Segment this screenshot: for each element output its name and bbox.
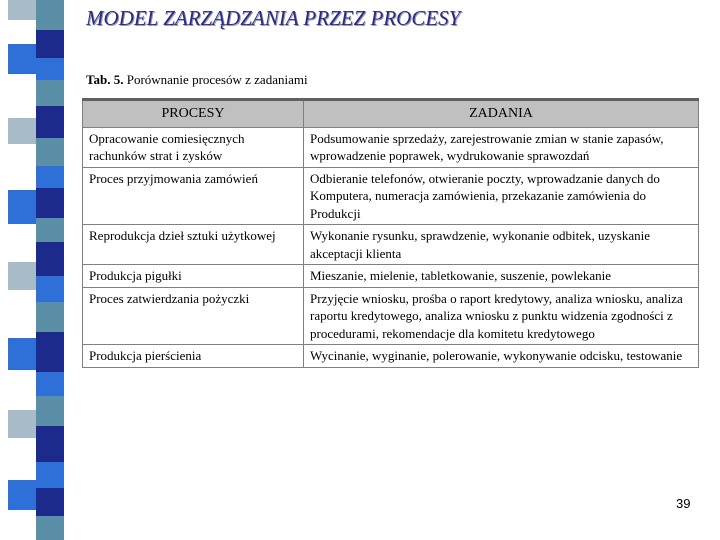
process-cell: Reprodukcja dzieł sztuki użytkowej: [83, 225, 304, 265]
header-processes: PROCESY: [83, 100, 304, 128]
table-caption-text: Porównanie procesów z zadaniami: [126, 72, 308, 87]
decorative-stripe: [0, 0, 64, 540]
tasks-cell: Wycinanie, wyginanie, polerowanie, wykonywanie odcisku, testowanie: [304, 345, 699, 368]
tasks-cell: Mieszanie, mielenie, tabletkowanie, suszenie, powlekanie: [304, 265, 699, 288]
comparison-table: [82, 98, 699, 368]
table-row: [83, 345, 699, 368]
table-row: [83, 167, 699, 225]
tasks-cell: Wykonanie rysunku, sprawdzenie, wykonanie odbitek, uzyskanie akceptacji klienta: [304, 225, 699, 265]
tasks-cell: Przyjęcie wniosku, prośba o raport kredytowy, analiza wniosku, analiza raportu kredytowego, analiza wniosku z punktu widzenia zgodności z procedurami, rekomendacje dla komitetu kredytowego: [304, 287, 699, 345]
process-cell: Proces przyjmowania zamówień: [83, 167, 304, 225]
page-title: MODEL ZARZĄDZANIA PRZEZ PROCESY: [86, 6, 461, 30]
table-row: [83, 225, 699, 265]
process-cell: Opracowanie comiesięcznych rachunków strat i zysków: [83, 127, 304, 167]
table-row: [83, 287, 699, 345]
table-row: [83, 265, 699, 288]
page-number: 39: [676, 496, 691, 511]
table-header-row: [83, 100, 699, 128]
header-tasks: ZADANIA: [304, 100, 699, 128]
tasks-cell: Podsumowanie sprzedaży, zarejestrowanie zmian w stanie zapasów, wprowadzenie poprawek, wydrukowanie sprawozdań: [304, 127, 699, 167]
tasks-cell: Odbieranie telefonów, otwieranie poczty, wprowadzanie danych do Komputera, numeracja zamówienia, przekazanie zamówienia do Produkcji: [304, 167, 699, 225]
process-cell: Produkcja pigułki: [83, 265, 304, 288]
table-row: [83, 127, 699, 167]
process-cell: Proces zatwierdzania pożyczki: [83, 287, 304, 345]
table-caption-label: Tab. 5.: [86, 72, 124, 87]
process-cell: Produkcja pierścienia: [83, 345, 304, 368]
table-caption: [86, 72, 308, 88]
